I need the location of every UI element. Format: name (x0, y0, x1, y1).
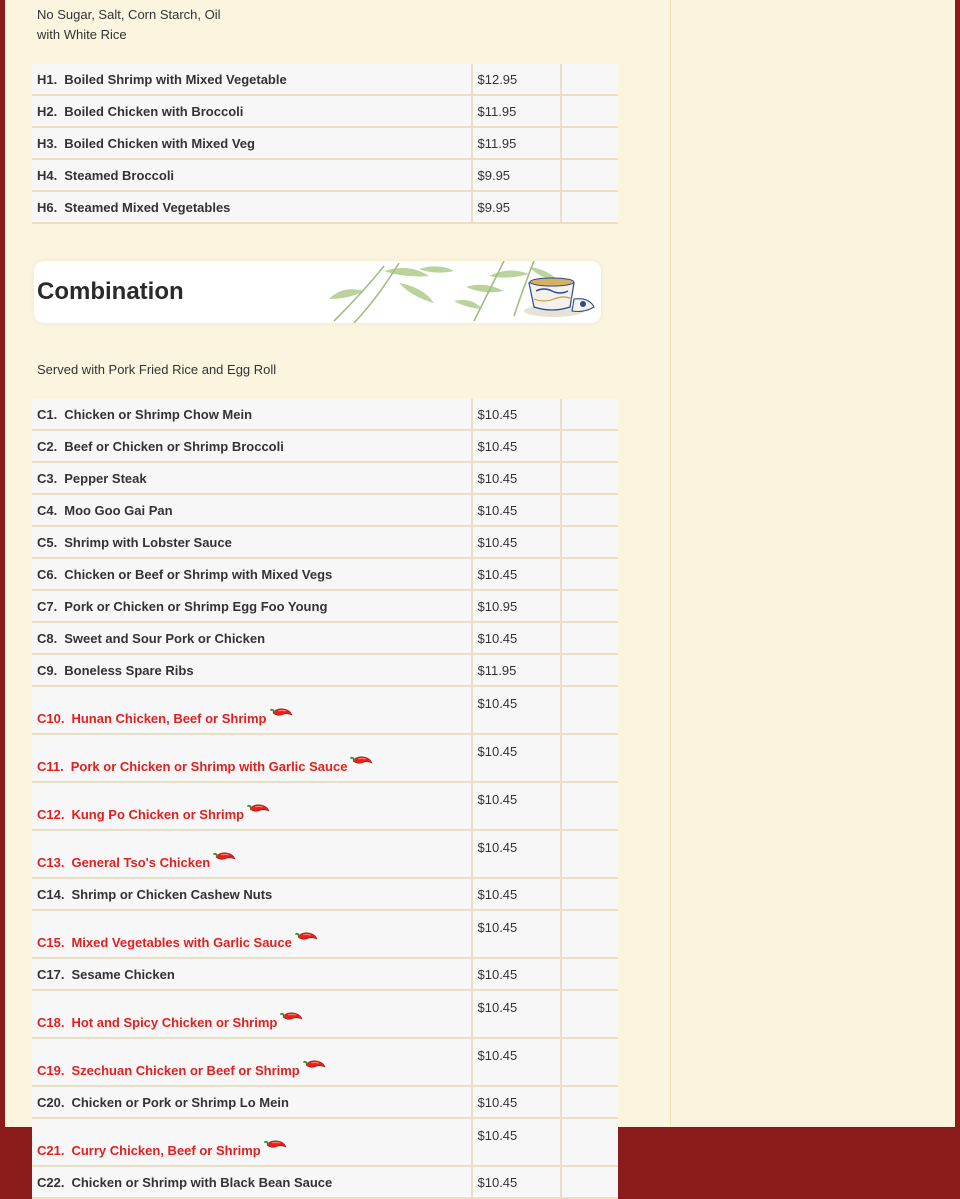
menu-item-row (32, 192, 618, 224)
menu-item-name: General Tso's Chicken (71, 855, 211, 870)
menu-item-name-cell (32, 911, 473, 959)
menu-item-price: $10.45 (473, 991, 562, 1039)
menu-item-name-cell (32, 879, 473, 911)
menu-item-extra-cell (562, 463, 618, 495)
menu-item-extra-cell (562, 1119, 618, 1167)
combination-note: Served with Pork Fried Rice and Egg Roll (37, 362, 277, 377)
menu-item-name: Hunan Chicken, Beef or Shrimp (71, 711, 267, 726)
menu-item-code: C5. (37, 534, 58, 550)
menu-item-code: C17. (37, 966, 65, 982)
menu-item-code: H4. (37, 167, 58, 183)
menu-item-name-cell (32, 1167, 473, 1199)
menu-item-extra-cell (562, 735, 618, 783)
healthy-note (37, 5, 221, 45)
menu-item-name: Moo Goo Gai Pan (64, 502, 173, 518)
menu-item-row (32, 687, 618, 735)
menu-item-name-cell (32, 128, 473, 160)
menu-item-name: Sweet and Sour Pork or Chicken (64, 630, 266, 646)
menu-item-code: H6. (37, 199, 58, 215)
menu-item-name-cell (32, 527, 473, 559)
menu-item-extra-cell (562, 911, 618, 959)
menu-item-price: $10.45 (473, 879, 562, 911)
menu-item-price: $11.95 (473, 655, 562, 687)
menu-item-code: C11. (37, 759, 64, 774)
healthy-menu-table (32, 64, 618, 224)
menu-item-name-cell (32, 783, 473, 831)
chili-pepper-icon (303, 1058, 327, 1075)
chili-pepper-icon (213, 850, 237, 867)
menu-item-row (32, 991, 618, 1039)
menu-item-row (32, 655, 618, 687)
menu-item-price: $10.45 (473, 735, 562, 783)
menu-item-extra-cell (562, 655, 618, 687)
menu-item-row (32, 1039, 618, 1087)
menu-item-name-cell (32, 64, 473, 96)
menu-item-price: $10.45 (473, 687, 562, 735)
chili-pepper-icon (350, 754, 374, 771)
menu-item-name: Pepper Steak (64, 470, 147, 486)
menu-item-extra-cell (562, 831, 618, 879)
menu-item-name-cell (32, 655, 473, 687)
menu-item-row (32, 96, 618, 128)
menu-item-price: $10.45 (473, 527, 562, 559)
menu-item-price: $10.45 (473, 495, 562, 527)
menu-item-name-cell (32, 431, 473, 463)
menu-item-code: C22. (37, 1174, 65, 1190)
menu-item-name-cell (32, 959, 473, 991)
menu-item-row (32, 959, 618, 991)
menu-item-name-cell (32, 559, 473, 591)
menu-item-name: Steamed Mixed Vegetables (64, 199, 231, 215)
menu-item-extra-cell (562, 495, 618, 527)
menu-item-code: C7. (37, 598, 58, 614)
menu-item-row (32, 463, 618, 495)
chili-pepper-icon (295, 930, 319, 947)
menu-item-name-cell (32, 1039, 473, 1087)
menu-item-name: Boiled Shrimp with Mixed Vegetable (64, 71, 287, 87)
menu-item-name: Chicken or Beef or Shrimp with Mixed Vegs (64, 566, 333, 582)
menu-item-extra-cell (562, 64, 618, 96)
menu-item-name-cell (32, 1119, 473, 1167)
menu-item-code: H2. (37, 103, 58, 119)
menu-item-name-cell (32, 591, 473, 623)
menu-item-row (32, 559, 618, 591)
menu-item-row (32, 783, 618, 831)
menu-item-name-cell (32, 687, 473, 735)
menu-item-code: C8. (37, 630, 58, 646)
menu-item-code: C3. (37, 470, 58, 486)
menu-item-price: $10.45 (473, 1167, 562, 1199)
menu-item-code: C4. (37, 502, 58, 518)
menu-item-extra-cell (562, 192, 618, 224)
menu-item-name: Pork or Chicken or Shrimp with Garlic Sauce (70, 759, 348, 774)
menu-item-name: Shrimp with Lobster Sauce (64, 534, 232, 550)
menu-item-row (32, 735, 618, 783)
menu-item-name: Shrimp or Chicken Cashew Nuts (71, 886, 273, 902)
menu-item-code: C14. (37, 886, 65, 902)
menu-item-price: $10.95 (473, 591, 562, 623)
menu-item-extra-cell (562, 959, 618, 991)
menu-item-row (32, 431, 618, 463)
menu-item-name-cell (32, 463, 473, 495)
chili-pepper-icon (264, 1138, 288, 1155)
menu-item-code: C10. (37, 711, 65, 726)
menu-item-price: $10.45 (473, 463, 562, 495)
menu-item-name: Hot and Spicy Chicken or Shrimp (71, 1015, 278, 1030)
page-frame (5, 0, 955, 1190)
combination-banner (34, 261, 601, 323)
menu-item-name-cell (32, 623, 473, 655)
menu-item-code: C20. (37, 1094, 65, 1110)
menu-item-row (32, 64, 618, 96)
menu-item-name-cell (32, 991, 473, 1039)
menu-item-code: C9. (37, 662, 58, 678)
menu-item-row (32, 527, 618, 559)
menu-item-row (32, 495, 618, 527)
menu-item-row (32, 1087, 618, 1119)
menu-item-code: H1. (37, 71, 58, 87)
menu-item-price: $9.95 (473, 160, 562, 192)
menu-item-row (32, 128, 618, 160)
menu-item-name: Sesame Chicken (71, 966, 175, 982)
menu-item-name: Boiled Chicken with Broccoli (64, 103, 244, 119)
menu-item-row (32, 623, 618, 655)
menu-item-code: C6. (37, 566, 58, 582)
sidebar-column (671, 0, 955, 1127)
menu-item-name: Pork or Chicken or Shrimp Egg Foo Young (64, 598, 328, 614)
menu-item-extra-cell (562, 783, 618, 831)
combination-menu-table (32, 399, 618, 1199)
menu-item-code: C1. (37, 406, 58, 422)
menu-item-extra-cell (562, 1039, 618, 1087)
menu-item-name: Curry Chicken, Beef or Shrimp (71, 1143, 261, 1158)
menu-item-extra-cell (562, 1087, 618, 1119)
menu-item-price: $10.45 (473, 783, 562, 831)
menu-item-row (32, 911, 618, 959)
menu-item-price: $11.95 (473, 128, 562, 160)
menu-item-price: $10.45 (473, 1119, 562, 1167)
menu-item-extra-cell (562, 559, 618, 591)
menu-item-code: H3. (37, 135, 58, 151)
menu-item-name-cell (32, 192, 473, 224)
menu-item-extra-cell (562, 591, 618, 623)
menu-item-name: Szechuan Chicken or Beef or Shrimp (71, 1063, 300, 1078)
menu-item-price: $10.45 (473, 1087, 562, 1119)
menu-item-extra-cell (562, 879, 618, 911)
menu-item-name: Kung Po Chicken or Shrimp (71, 807, 245, 822)
menu-item-extra-cell (562, 96, 618, 128)
menu-item-price: $10.45 (473, 399, 562, 431)
menu-item-name-cell (32, 495, 473, 527)
menu-item-price: $11.95 (473, 96, 562, 128)
menu-item-name-cell (32, 160, 473, 192)
menu-item-row (32, 591, 618, 623)
menu-item-row (32, 879, 618, 911)
menu-item-code: C15. (37, 935, 65, 950)
menu-item-name-cell (32, 96, 473, 128)
menu-item-row (32, 1119, 618, 1167)
menu-item-name: Beef or Chicken or Shrimp Broccoli (64, 438, 284, 454)
menu-item-code: C13. (37, 855, 65, 870)
menu-item-extra-cell (562, 1167, 618, 1199)
menu-item-extra-cell (562, 991, 618, 1039)
healthy-note-line1: No Sugar, Salt, Corn Starch, Oil (37, 7, 221, 22)
menu-item-name: Chicken or Shrimp with Black Bean Sauce (71, 1174, 333, 1190)
menu-item-row (32, 160, 618, 192)
menu-item-code: C2. (37, 438, 58, 454)
menu-item-code: C19. (37, 1063, 65, 1078)
menu-item-code: C18. (37, 1015, 65, 1030)
menu-item-price: $10.45 (473, 623, 562, 655)
menu-item-name-cell (32, 1087, 473, 1119)
menu-item-extra-cell (562, 687, 618, 735)
menu-item-extra-cell (562, 431, 618, 463)
menu-item-name: Steamed Broccoli (64, 167, 175, 183)
chili-pepper-icon (270, 706, 294, 723)
menu-item-name: Boneless Spare Ribs (64, 662, 194, 678)
menu-item-code: C12. (37, 807, 65, 822)
menu-item-name-cell (32, 399, 473, 431)
menu-item-price: $10.45 (473, 431, 562, 463)
menu-item-name-cell (32, 735, 473, 783)
chili-pepper-icon (280, 1010, 304, 1027)
menu-item-price: $10.45 (473, 559, 562, 591)
menu-item-row (32, 399, 618, 431)
menu-item-row (32, 831, 618, 879)
menu-item-row (32, 1167, 618, 1199)
menu-item-code: C21. (37, 1143, 65, 1158)
menu-item-price: $10.45 (473, 959, 562, 991)
menu-item-price: $10.45 (473, 911, 562, 959)
menu-item-price: $10.45 (473, 831, 562, 879)
menu-item-extra-cell (562, 623, 618, 655)
combination-title: Combination (37, 278, 184, 305)
healthy-note-line2: with White Rice (37, 27, 127, 42)
menu-item-price: $9.95 (473, 192, 562, 224)
menu-item-price: $10.45 (473, 1039, 562, 1087)
menu-item-name-cell (32, 831, 473, 879)
menu-item-extra-cell (562, 160, 618, 192)
menu-item-name: Mixed Vegetables with Garlic Sauce (71, 935, 292, 950)
menu-item-extra-cell (562, 399, 618, 431)
menu-item-price: $12.95 (473, 64, 562, 96)
menu-item-name: Chicken or Pork or Shrimp Lo Mein (71, 1094, 289, 1110)
chili-pepper-icon (247, 802, 271, 819)
menu-item-extra-cell (562, 128, 618, 160)
menu-item-name: Chicken or Shrimp Chow Mein (64, 406, 253, 422)
menu-item-name: Boiled Chicken with Mixed Veg (64, 135, 255, 151)
menu-content (5, 0, 671, 1190)
menu-item-extra-cell (562, 527, 618, 559)
